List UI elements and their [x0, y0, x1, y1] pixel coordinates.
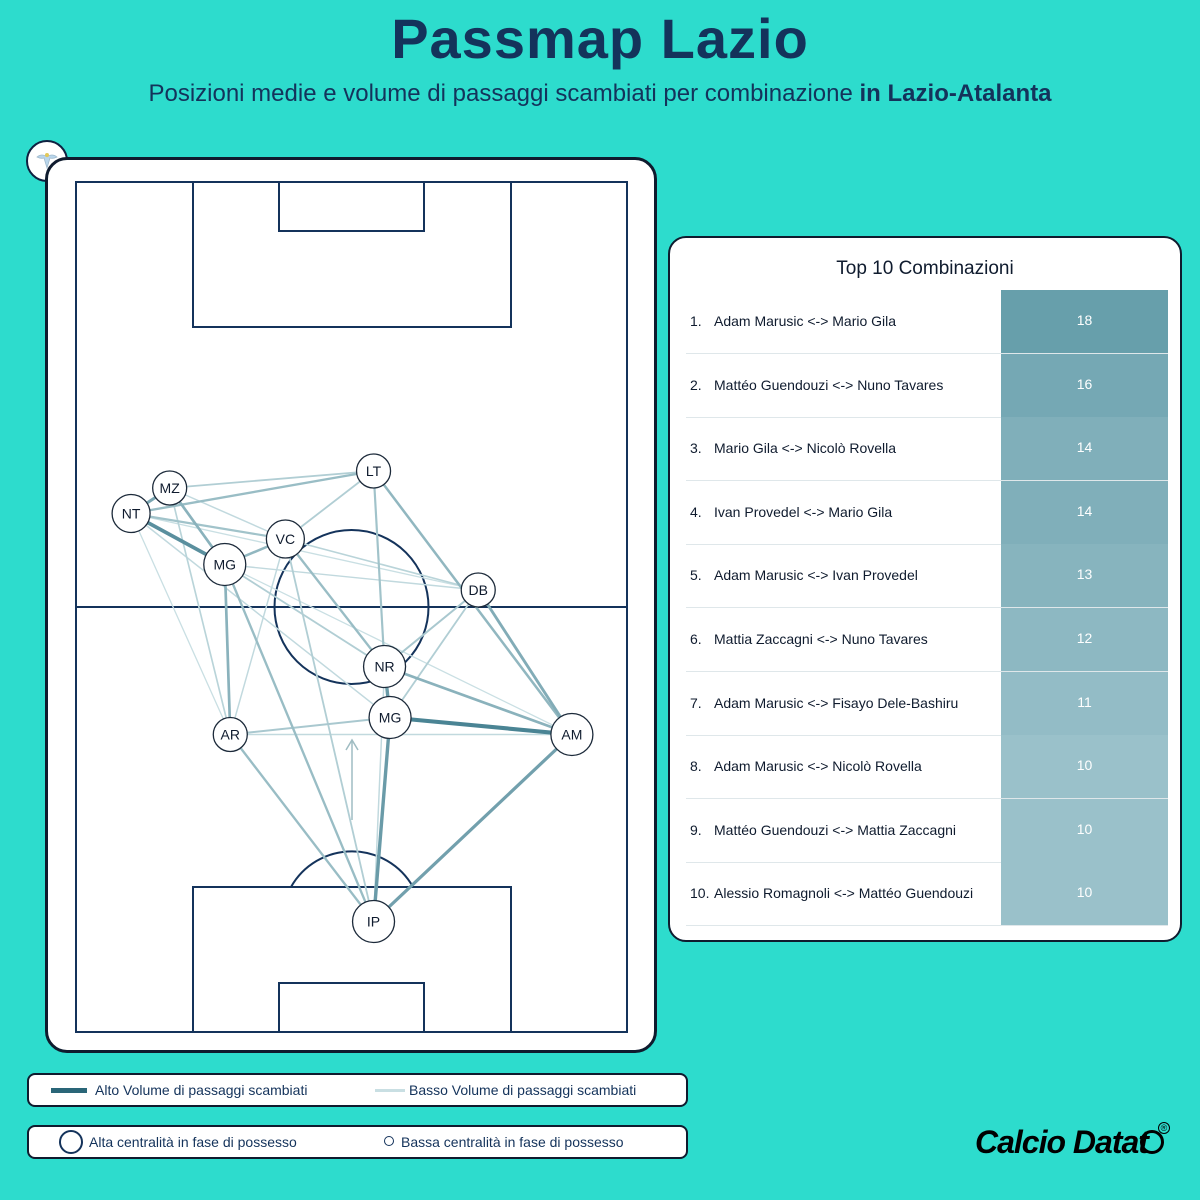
- row-pair: Ivan Provedel <-> Mario Gila: [714, 503, 893, 520]
- row-rank: 2.: [690, 376, 702, 393]
- subtitle-match: in Lazio-Atalanta: [859, 80, 1052, 107]
- table-row: [686, 481, 1168, 545]
- legend-volume: [27, 1073, 688, 1107]
- bottom-penalty-area: [193, 887, 511, 1032]
- player-node-label: NR: [374, 658, 395, 675]
- pass-edge-mz-lt: [170, 471, 374, 488]
- low-volume-swatch: [375, 1089, 405, 1092]
- player-node-mgi: [369, 697, 411, 739]
- brand-logo: Calcio Datat: [975, 1124, 1148, 1160]
- player-node-label: LT: [365, 463, 382, 479]
- row-pair: Alessio Romagnoli <-> Mattéo Guendouzi: [714, 885, 974, 902]
- player-node-vc: [266, 520, 304, 558]
- row-value: 11: [1001, 672, 1168, 735]
- high-volume-swatch: [51, 1088, 87, 1093]
- table-row: [686, 290, 1168, 354]
- row-value: 10: [1001, 862, 1168, 925]
- table-title: Top 10 Combinazioni: [836, 258, 1014, 279]
- row-rank: 1.: [690, 313, 702, 329]
- row-value: 10: [1001, 799, 1168, 862]
- player-node-label: VC: [275, 531, 296, 547]
- row-value: 14: [1001, 481, 1168, 544]
- high-centrality-circle-icon: [59, 1130, 83, 1154]
- row-pair: Adam Marusic <-> Ivan Provedel: [714, 567, 918, 584]
- player-node-mz: [153, 471, 187, 505]
- table-row: [686, 862, 1168, 926]
- player-node-nr: [364, 646, 406, 688]
- player-node-label: MG: [378, 709, 402, 726]
- pitch-card: [45, 157, 657, 1053]
- pass-edge-am-db: [478, 590, 572, 735]
- legend-low-volume: Basso Volume di passaggi scambiati: [409, 1082, 637, 1098]
- row-rank: 8.: [690, 758, 702, 775]
- pass-edge-mgu-nr: [225, 565, 385, 667]
- player-node-label: MZ: [159, 480, 180, 496]
- row-rank: 5.: [690, 567, 702, 584]
- row-pair: Mattia Zaccagni <-> Nuno Tavares: [714, 631, 928, 647]
- row-rank: 6.: [690, 631, 702, 647]
- row-pair: Adam Marusic <-> Fisayo Dele-Bashiru: [714, 694, 959, 711]
- pass-edge-ip-mgi: [374, 718, 391, 922]
- player-node-label: DB: [468, 582, 488, 598]
- player-node-label: MG: [213, 556, 237, 573]
- table-row: [686, 417, 1168, 481]
- pass-edge-db-mgi: [390, 590, 478, 718]
- table-row: [686, 672, 1168, 736]
- player-node-lt: [357, 454, 391, 488]
- player-node-label: AM: [561, 726, 583, 743]
- table-row: [686, 608, 1168, 672]
- pass-network-chart: [48, 160, 654, 1050]
- pitch-lines: [76, 182, 627, 1032]
- row-value: 14: [1001, 417, 1168, 480]
- player-node-label: NT: [121, 505, 141, 522]
- legend-centrality: [27, 1125, 688, 1159]
- player-node-am: [551, 714, 593, 756]
- pass-edge-vc-db: [285, 539, 478, 590]
- player-node-ar: [213, 718, 247, 752]
- top-goal-area: [279, 182, 424, 231]
- page-title: Passmap Lazio: [391, 7, 809, 70]
- table-row: [686, 354, 1168, 418]
- row-value: 18: [1001, 290, 1168, 353]
- player-node-mgu: [204, 544, 246, 586]
- player-node-nt: [112, 495, 150, 533]
- subtitle-text: Posizioni medie e volume di passaggi scambiati per combinazione: [148, 80, 860, 107]
- row-value: 12: [1001, 608, 1168, 671]
- row-rank: 3.: [690, 440, 702, 457]
- registered-mark: ®: [1158, 1122, 1170, 1134]
- page-subtitle: [0, 80, 1200, 108]
- row-rank: 9.: [690, 821, 702, 838]
- row-rank: 7.: [690, 694, 702, 711]
- pass-edge-mgu-db: [225, 565, 478, 591]
- top-combinations-card: [668, 236, 1182, 942]
- low-centrality-circle-icon: [384, 1136, 394, 1146]
- player-node-ip: [353, 901, 395, 943]
- row-pair: Adam Marusic <-> Mario Gila: [714, 313, 897, 329]
- row-pair: Mattéo Guendouzi <-> Mattia Zaccagni: [714, 821, 957, 838]
- legend-low-centrality: Bassa centralità in fase di possesso: [401, 1134, 624, 1150]
- row-rank: 10.: [690, 885, 710, 902]
- row-rank: 4.: [690, 503, 702, 520]
- bottom-goal-area: [279, 983, 424, 1032]
- row-pair: Mario Gila <-> Nicolò Rovella: [714, 440, 897, 457]
- table-row: [686, 544, 1168, 608]
- player-node-label: AR: [220, 726, 241, 743]
- player-node-db: [461, 573, 495, 607]
- pass-edge-am-ip: [374, 735, 572, 922]
- row-pair: Adam Marusic <-> Nicolò Rovella: [714, 758, 922, 775]
- table-row: [686, 735, 1168, 799]
- row-value: 13: [1001, 544, 1168, 607]
- calcio-datato-ball-icon: [1140, 1130, 1164, 1154]
- pass-edges: [131, 471, 572, 922]
- top-penalty-area: [193, 182, 511, 327]
- table-row: [686, 799, 1168, 863]
- legend-high-centrality: Alta centralità in fase di possesso: [89, 1134, 297, 1150]
- pass-edge-mgu-ip: [225, 565, 374, 922]
- row-pair: Mattéo Guendouzi <-> Nuno Tavares: [714, 376, 944, 393]
- legend-high-volume: Alto Volume di passaggi scambiati: [95, 1082, 308, 1098]
- row-value: 10: [1001, 735, 1168, 798]
- row-value: 16: [1001, 354, 1168, 417]
- player-node-label: IP: [366, 913, 381, 930]
- pass-edge-nt-mgi: [131, 514, 390, 718]
- pass-edge-ar-mgi: [230, 718, 390, 735]
